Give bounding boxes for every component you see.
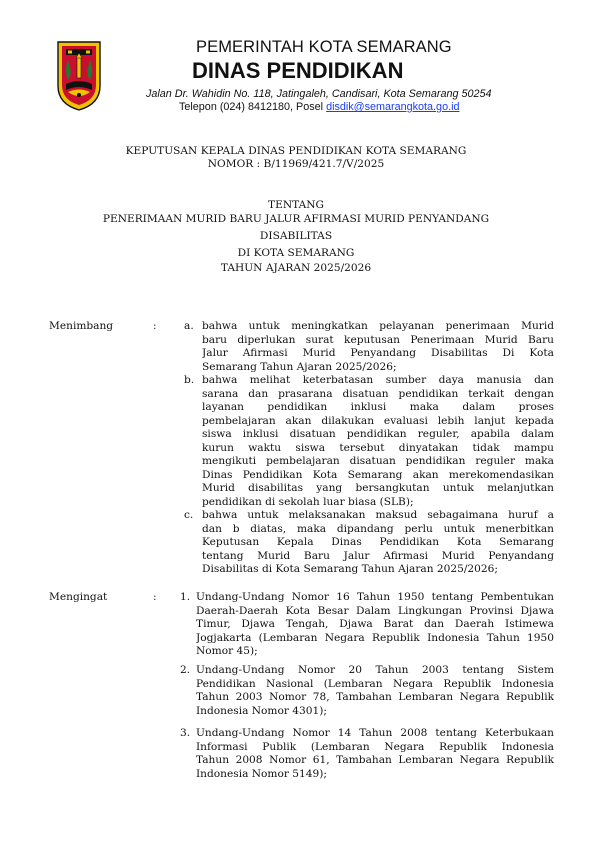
menimbang-item-c (202, 509, 554, 577)
decree-subject-line-2: DISABILITAS (259, 230, 333, 242)
text-line: bahwa melihat keterbatasan sumber daya manusia dan (202, 374, 554, 386)
text-line: mengikuti pembelajaran disatuan pendidikan reguler maka (202, 455, 554, 467)
text-line: layanan pendidikan inklusi maka dalam proses (202, 401, 554, 413)
email-link[interactable]: disdik@semarangkota.go.id (326, 101, 460, 113)
agency-contact (179, 101, 459, 113)
text-line: Jalur Afirmasi Murid Penyandang Disabilitas Di Kota (202, 347, 554, 359)
text-line: Pendidikan Nasional (Lembaran Negara Republik Indonesia (196, 677, 554, 690)
decree-about: TENTANG (268, 199, 324, 211)
decree-subject-line-1: PENERIMAAN MURID BARU JALUR AFIRMASI MURID PENYANDANG (102, 213, 490, 225)
decree-subject-line-4: TAHUN AJARAN 2025/2026 (220, 262, 372, 274)
menimbang-item-b (202, 374, 554, 509)
mengingat-item-1 (196, 591, 554, 659)
text-line: Tahun 2003 Nomor 78, Tambahan Lembaran Negara Republik (196, 691, 554, 703)
phone-text: Telepon (024) 8412180, Posel (179, 101, 327, 113)
text-line: Timur, Djawa Tengah, Djawa Barat dan Daerah Istimewa (196, 618, 554, 630)
decree-title: KEPUTUSAN KEPALA DINAS PENDIDIKAN KOTA SEMARANG (125, 145, 467, 157)
text-line: pendidikan di sekolah luar biasa (SLB); (202, 495, 414, 508)
text-line: baru diperlukan surat keputusan Penerimaan Murid Baru (202, 333, 554, 346)
text-line: Semarang Tahun Ajaran 2025/2026; (202, 360, 397, 373)
mengingat-marker-3: 3. (180, 727, 191, 739)
mengingat-item-2 (196, 664, 554, 718)
mengingat-colon: : (153, 591, 157, 603)
text-line: Murid disabilitas yang bersangkutan untuk melanjutkan (202, 482, 554, 494)
text-line: Undang-Undang Nomor 16 Tahun 1950 tentang Pembentukan (196, 591, 554, 603)
text-line: Daerah-Daerah Kota Besar Dalam Lingkungan Provinsi Djawa (196, 604, 554, 617)
text-line: Keputusan Kepala Dinas Pendidikan Kota Semarang (202, 536, 554, 548)
text-line: Indonesia Nomor 5149); (196, 767, 327, 780)
mengingat-item-3 (196, 727, 554, 781)
text-line: bahwa untuk melaksanakan maksud sebagaimana huruf a (202, 509, 554, 521)
menimbang-marker-c: c. (184, 509, 194, 521)
text-line: bahwa untuk meningkatkan pelayanan penerimaan Murid (202, 320, 554, 332)
text-line: Dinas Pendidikan Kota Semarang akan merekomendasikan (202, 468, 554, 481)
text-line: kurun waktu siswa tersebut dinyatakan tidak mampu (202, 441, 554, 454)
mengingat-label: Mengingat (49, 591, 108, 603)
text-line: Nomor 45); (196, 645, 258, 657)
semarang-city-emblem-icon (56, 40, 102, 112)
decree-number: NOMOR : B/11969/421.7/V/2025 (207, 158, 385, 170)
text-line: tentang Murid Baru Jalur Afirmasi Murid Penyandang (202, 549, 554, 562)
text-line: Undang-Undang Nomor 14 Tahun 2008 tentang Keterbukaan (196, 727, 554, 739)
text-line: Jogjakarta (Lembaran Negara Republik Indonesia Tahun 1950 (196, 631, 554, 644)
text-line: siswa inklusi disatuan pendidikan reguler, apabila dalam (202, 428, 554, 440)
menimbang-marker-b: b. (184, 374, 195, 386)
decree-subject-line-3: DI KOTA SEMARANG (237, 247, 355, 259)
government-name: PEMERINTAH KOTA SEMARANG (196, 38, 452, 56)
text-line: sarana dan prasarana disatuan pendidikan terkait dengan (202, 387, 554, 400)
menimbang-colon: : (153, 320, 157, 332)
text-line: Disabilitas di Kota Semarang Tahun Ajaran 2025/2026; (202, 563, 498, 575)
text-line: Informasi Publik (Lembaran Negara Republik Indonesia (196, 740, 554, 753)
menimbang-label: Menimbang (49, 320, 114, 332)
text-line: Tahun 2008 Nomor 61, Tambahan Lembaran Negara Republik (196, 754, 554, 766)
mengingat-marker-1: 1. (180, 591, 191, 603)
agency-name: DINAS PENDIDIKAN (192, 58, 404, 83)
text-line: Undang-Undang Nomor 20 Tahun 2003 tentang Sistem (196, 664, 554, 676)
text-line: Indonesia Nomor 4301); (196, 704, 327, 717)
menimbang-marker-a: a. (184, 320, 194, 332)
menimbang-item-a (202, 320, 554, 374)
text-line: dan b diatas, maka dipandang perlu untuk menerbitkan (202, 522, 554, 535)
text-line: pembelajaran akan dilakukan evaluasi lebih lanjut kepada (202, 414, 554, 427)
agency-address: Jalan Dr. Wahidin No. 118, Jatingaleh, Candisari, Kota Semarang 50254 (146, 88, 492, 100)
mengingat-marker-2: 2. (180, 664, 191, 676)
